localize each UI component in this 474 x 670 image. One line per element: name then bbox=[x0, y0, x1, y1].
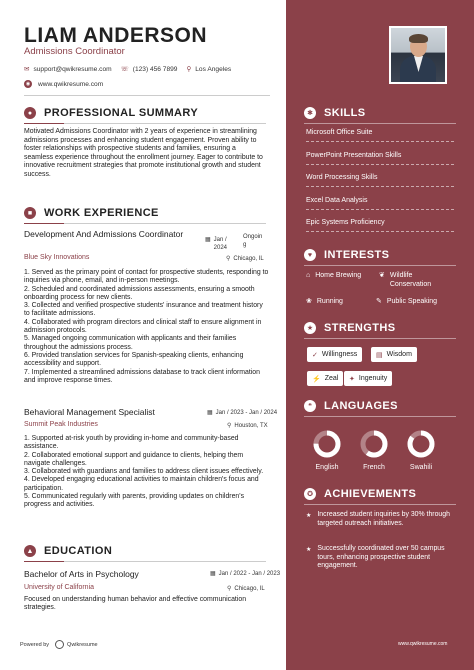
job-1-location-text: Chicago, IL bbox=[233, 255, 264, 262]
achievements-heading bbox=[304, 488, 416, 500]
summary-rule bbox=[24, 123, 266, 124]
language-item bbox=[403, 429, 439, 471]
bolt-icon: ⚡ bbox=[312, 375, 321, 383]
interests-title: INTERESTS bbox=[324, 249, 390, 261]
interest-label: Running bbox=[316, 298, 343, 305]
calendar-icon: ▦ bbox=[210, 571, 216, 577]
strength-label: Ingenuity bbox=[358, 375, 388, 382]
interest-item bbox=[306, 297, 343, 306]
language-name: French bbox=[363, 464, 385, 471]
profile-photo bbox=[389, 26, 447, 84]
education-text: Focused on understanding human behavior and effective communication strategies. bbox=[24, 596, 247, 612]
pin-icon: ⚲ bbox=[226, 256, 231, 262]
strength-label: Willingness bbox=[321, 351, 358, 358]
email-text[interactable]: support@qwikresume.com bbox=[33, 65, 112, 73]
education-heading bbox=[24, 545, 112, 557]
paw-icon: ❀ bbox=[306, 298, 312, 305]
summary-heading bbox=[24, 107, 198, 119]
education-title: EDUCATION bbox=[44, 545, 113, 557]
experience-title: WORK EXPERIENCE bbox=[44, 207, 159, 219]
list-item: 4. Developed engaging educational activities to maintain children's focus and participation. bbox=[24, 476, 259, 492]
location-icon: ⚲ bbox=[186, 66, 192, 73]
calendar-icon: ▦ bbox=[207, 410, 213, 416]
heart-icon: ♥ bbox=[304, 249, 316, 261]
pin-icon: ⚲ bbox=[227, 586, 232, 592]
medal-icon: ✪ bbox=[304, 488, 316, 500]
education-dates bbox=[210, 570, 280, 577]
interest-label: Home Brewing bbox=[315, 272, 362, 279]
list-item: 6. Provided translation services for Spanish-speaking clients, enhancing accessibility and support. bbox=[24, 351, 244, 368]
globe-icon: ◉ bbox=[25, 81, 31, 87]
graduation-cap-icon: ▲ bbox=[24, 545, 36, 557]
list-item: 5. Managed ongoing communication with applicants and their families throughout the admissions process. bbox=[24, 335, 237, 351]
language-gauge bbox=[312, 429, 342, 459]
speech-bubble-icon: ❝ bbox=[304, 400, 316, 412]
job-1-date-from: Jan / 2024 bbox=[213, 237, 228, 251]
skills-rule bbox=[304, 123, 456, 124]
education-location bbox=[227, 585, 265, 592]
thumbs-up-icon: ✓ bbox=[312, 351, 318, 359]
strengths-title: STRENGTHS bbox=[324, 322, 396, 334]
list-item: 1. Supported at-risk youth by providing in-home and community-based assistance. bbox=[24, 435, 239, 451]
candidate-name: LIAM ANDERSON bbox=[24, 24, 208, 47]
skill-divider bbox=[306, 164, 454, 165]
interests-rule bbox=[304, 265, 456, 266]
website-text[interactable]: www.qwikresume.com bbox=[38, 80, 104, 88]
powered-by-text: Powered by bbox=[20, 641, 50, 648]
job-2-title: Behavioral Management Specialist bbox=[24, 407, 155, 417]
strength-tag bbox=[344, 371, 392, 386]
interest-label: Public Speaking bbox=[386, 298, 438, 305]
star-icon: ★ bbox=[306, 513, 312, 519]
education-degree: Bachelor of Arts in Psychology bbox=[24, 569, 139, 579]
skills-heading bbox=[304, 107, 366, 119]
interest-item bbox=[379, 271, 451, 289]
achievement-text: Successfully coordinated over 50 campus tours, enhancing prospective student engagement. bbox=[317, 545, 445, 569]
languages-heading bbox=[304, 400, 398, 412]
experience-heading bbox=[24, 207, 159, 219]
list-item: 5. Communicated regularly with parents, providing updates on children's progress and activities. bbox=[24, 493, 245, 509]
strengths-heading bbox=[304, 322, 395, 334]
language-item bbox=[309, 429, 345, 471]
education-dates-text: Jan / 2022 - Jan / 2023 bbox=[218, 570, 281, 577]
list-item: 7. Implemented a streamlined admissions database to track client information and improve response times. bbox=[24, 368, 260, 384]
microphone-icon: ✎ bbox=[376, 298, 382, 305]
job-2-location bbox=[227, 422, 268, 429]
strength-tag bbox=[371, 347, 417, 362]
job-2-dates bbox=[207, 409, 277, 416]
job-2-location-text: Houston, TX bbox=[234, 422, 268, 429]
experience-rule bbox=[24, 223, 266, 224]
job-1-date-to: Ongoin g bbox=[243, 234, 263, 248]
list-item: 2. Scheduled and coordinated admissions assessments, ensuring a smooth onboarding process for new clients. bbox=[24, 285, 255, 301]
skills-title: SKILLS bbox=[324, 107, 366, 119]
list-item: 3. Collaborated with guardians and families to address client issues effectively. bbox=[24, 468, 264, 476]
calendar-icon: ▦ bbox=[205, 237, 211, 243]
strength-label: Zeal bbox=[324, 375, 339, 382]
footer-site[interactable]: www.qwikresume.com bbox=[398, 641, 448, 647]
list-item: 2. Collaborated emotional support and guidance to clients, helping them navigate challenges. bbox=[24, 451, 244, 467]
list-item: 1. Served as the primary point of contact for prospective students, responding to inquiries via phone, email, and in-person meetings. bbox=[24, 269, 269, 285]
phone-text: (123) 456 7899 bbox=[132, 65, 178, 73]
job-2-dates-text: Jan / 2023 - Jan / 2024 bbox=[215, 409, 278, 416]
skill-item: Microsoft Office Suite bbox=[306, 129, 373, 136]
contact-row bbox=[24, 65, 240, 73]
email-icon: ✉ bbox=[24, 66, 30, 73]
book-icon: ▤ bbox=[376, 351, 383, 359]
language-gauge bbox=[359, 429, 389, 459]
summary-text: Motivated Admissions Coordinator with 2 years of experience in streamlining admissions processes and enhancing student engagement. Proven ability to foster relationships with prospective students and families, ensuring a seamless experience throughout the enrollment journey. Eager to contribute to innovative recruitment strategies that promote institutional growth and student success. bbox=[24, 128, 263, 178]
job-2-bullets bbox=[24, 435, 270, 510]
location-text: Los Angeles bbox=[195, 65, 232, 73]
skill-divider bbox=[306, 186, 454, 187]
candidate-title: Admissions Coordinator bbox=[24, 46, 125, 57]
language-name: Swahili bbox=[409, 464, 433, 471]
interest-item bbox=[376, 297, 437, 306]
website-row bbox=[24, 80, 103, 88]
languages-rule bbox=[304, 416, 456, 417]
skill-divider bbox=[306, 141, 454, 142]
language-item bbox=[356, 429, 392, 471]
education-school: University of California bbox=[24, 584, 95, 591]
skill-item: Excel Data Analysis bbox=[306, 197, 368, 204]
languages-title: LANGUAGES bbox=[324, 400, 398, 412]
job-2-company: Summit Peak Industries bbox=[24, 421, 98, 428]
interest-label: Wildlife Conservation bbox=[389, 272, 432, 288]
trophy-icon: ★ bbox=[304, 322, 316, 334]
language-gauge bbox=[406, 429, 436, 459]
achievements-rule bbox=[304, 504, 456, 505]
leaf-icon: ❦ bbox=[379, 272, 385, 279]
skill-item: PowerPoint Presentation Skills bbox=[306, 152, 402, 159]
strength-tag bbox=[307, 371, 343, 386]
footer-branding bbox=[20, 640, 98, 649]
list-item: 3. Collected and verified prospective students' insurance and treatment history to facilitate admissions. bbox=[24, 302, 263, 318]
header-divider bbox=[24, 95, 270, 96]
star-icon: ★ bbox=[306, 547, 312, 553]
qwikresume-logo-icon bbox=[55, 640, 64, 649]
list-item: 4. Collaborated with program directors and clinical staff to ensure alignment in admission protocols. bbox=[24, 318, 262, 335]
brand-text[interactable]: Qwikresume bbox=[67, 641, 98, 648]
skill-item: Word Processing Skills bbox=[306, 174, 378, 181]
job-1-title: Development And Admissions Coordinator bbox=[24, 229, 184, 239]
skill-divider bbox=[306, 209, 454, 210]
person-icon: ● bbox=[24, 107, 36, 119]
education-location-text: Chicago, IL bbox=[234, 585, 265, 592]
job-1-bullets bbox=[24, 269, 270, 385]
language-name: English bbox=[315, 464, 339, 471]
achievement-item bbox=[306, 545, 456, 571]
achievements-title: ACHIEVEMENTS bbox=[324, 488, 417, 500]
strengths-rule bbox=[304, 338, 456, 339]
skill-item: Epic Systems Proficiency bbox=[306, 219, 385, 226]
pin-icon: ⚲ bbox=[227, 423, 232, 429]
education-rule bbox=[24, 561, 266, 562]
strength-tag bbox=[307, 347, 362, 362]
summary-title: PROFESSIONAL SUMMARY bbox=[44, 107, 199, 119]
phone-icon: ☏ bbox=[120, 66, 129, 73]
achievement-item bbox=[306, 511, 456, 528]
briefcase-icon: ■ bbox=[24, 207, 36, 219]
job-1-location bbox=[226, 255, 264, 262]
achievement-text: Increased student inquiries by 30% through targeted outreach initiatives. bbox=[317, 511, 450, 527]
interest-item bbox=[306, 271, 361, 280]
skill-divider bbox=[306, 231, 454, 232]
job-1-company: Blue Sky Innovations bbox=[24, 254, 90, 261]
home-icon: ⌂ bbox=[306, 272, 311, 279]
job-1-dates bbox=[205, 236, 235, 252]
gear-icon: ✱ bbox=[304, 107, 316, 119]
job-1-dates-to bbox=[243, 233, 267, 249]
strength-label: Wisdom bbox=[386, 351, 412, 358]
interests-heading bbox=[304, 249, 389, 261]
lightbulb-icon: ✦ bbox=[349, 375, 355, 383]
